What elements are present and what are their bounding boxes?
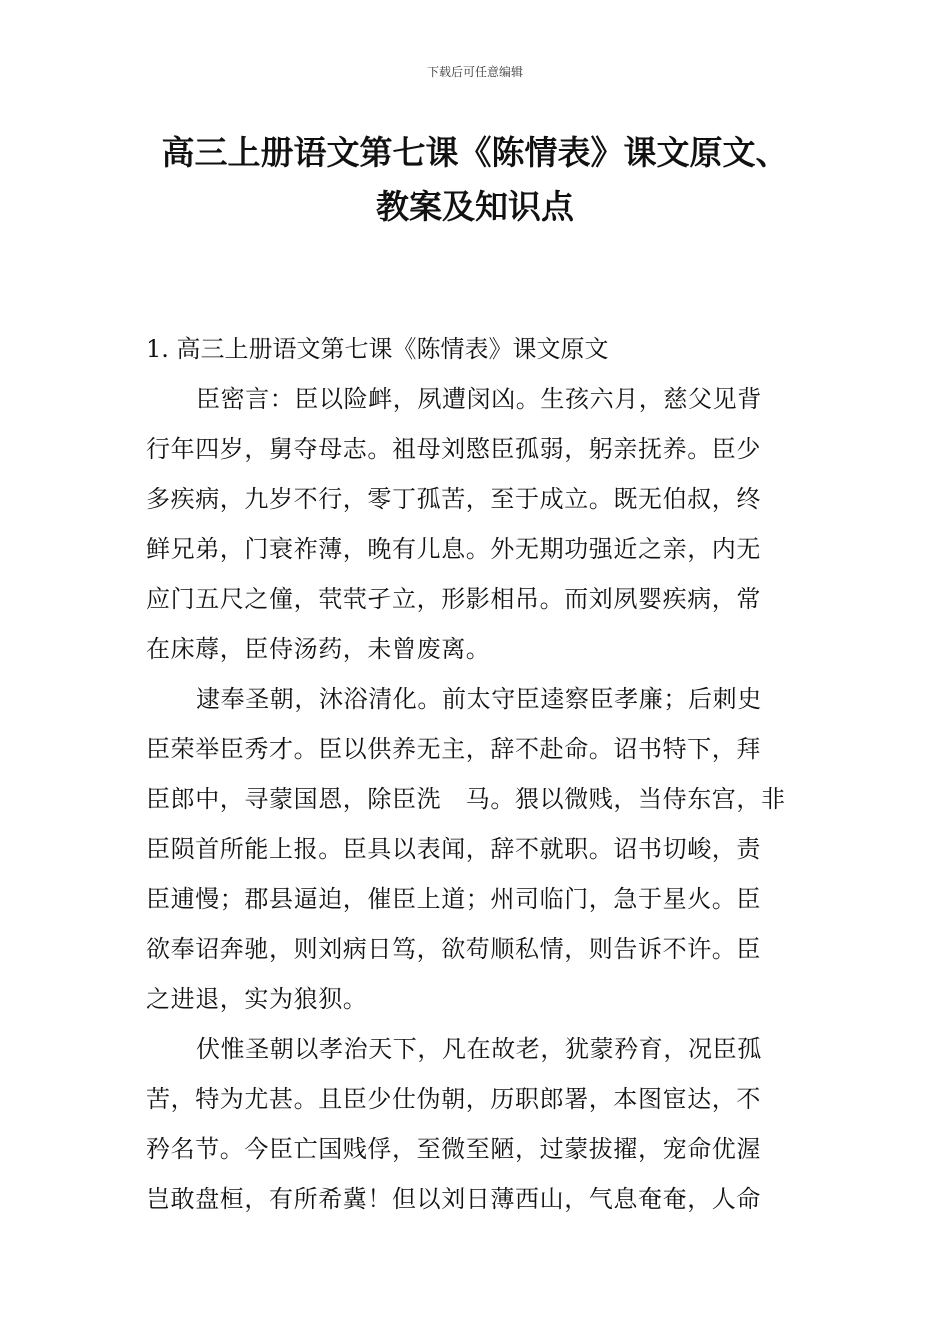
paragraph-1 — [146, 374, 806, 674]
document-body — [146, 324, 806, 1224]
text-line: 臣逋慢；郡县逼迫，催臣上道；州司临门，急于星火。臣 — [146, 885, 761, 913]
title-line-1: 高三上册语文第七课《陈情表》课文原文、 — [161, 133, 789, 172]
text-line: 在床蓐，臣侍汤药，未曾废离。 — [146, 635, 491, 663]
text-line: 之进退，实为狼狈。 — [146, 985, 368, 1013]
paragraph-2 — [146, 674, 806, 1024]
text-line: 臣密言：臣以险衅，夙遭闵凶。生孩六月，慈父见背 — [196, 385, 762, 413]
paragraph-3 — [146, 1024, 806, 1224]
text-line: 臣荣举臣秀才。臣以供养无主，辞不赴命。诏书特下，拜 — [146, 735, 761, 763]
text-line: 岂敢盘桓，有所希冀！但以刘日薄西山，气息奄奄，人命 — [146, 1185, 761, 1213]
text-line: 矜名节。今臣亡国贱俘，至微至陋，过蒙拔擢，宠命优渥 — [146, 1135, 761, 1163]
header-note: 下载后可任意编辑 — [426, 65, 523, 79]
text-line: 伏惟圣朝以孝治天下，凡在故老，犹蒙矜育，况臣孤 — [196, 1035, 762, 1063]
text-line: 行年四岁，舅夺母志。祖母刘愍臣孤弱，躬亲抚养。臣少 — [146, 435, 761, 463]
text-line: 逮奉圣朝，沐浴清化。前太守臣逵察臣孝廉；后刺史 — [196, 685, 762, 713]
text-line: 苦，特为尤甚。且臣少仕伪朝，历职郎署，本图宦达，不 — [146, 1085, 761, 1113]
text-line: 臣郎中，寻蒙国恩，除臣洗 马。猥以微贱，当侍东宫，非 — [146, 785, 786, 813]
text-line: 欲奉诏奔驰，则刘病日笃，欲苟顺私情，则告诉不许。臣 — [146, 935, 761, 963]
title-line-2: 教案及知识点 — [376, 187, 574, 226]
text-line: 鲜兄弟，门衰祚薄，晚有儿息。外无期功强近之亲，内无 — [146, 535, 761, 563]
text-line: 臣陨首所能上报。臣具以表闻，辞不就职。诏书切峻，责 — [146, 835, 761, 863]
text-line: 多疾病，九岁不行，零丁孤苦，至于成立。既无伯叔，终 — [146, 485, 761, 513]
document-title — [60, 126, 890, 234]
section-heading: 1. 高三上册语文第七课《陈情表》课文原文 — [146, 335, 609, 363]
text-line: 应门五尺之僮，茕茕孑立，形影相吊。而刘夙婴疾病，常 — [146, 585, 761, 613]
